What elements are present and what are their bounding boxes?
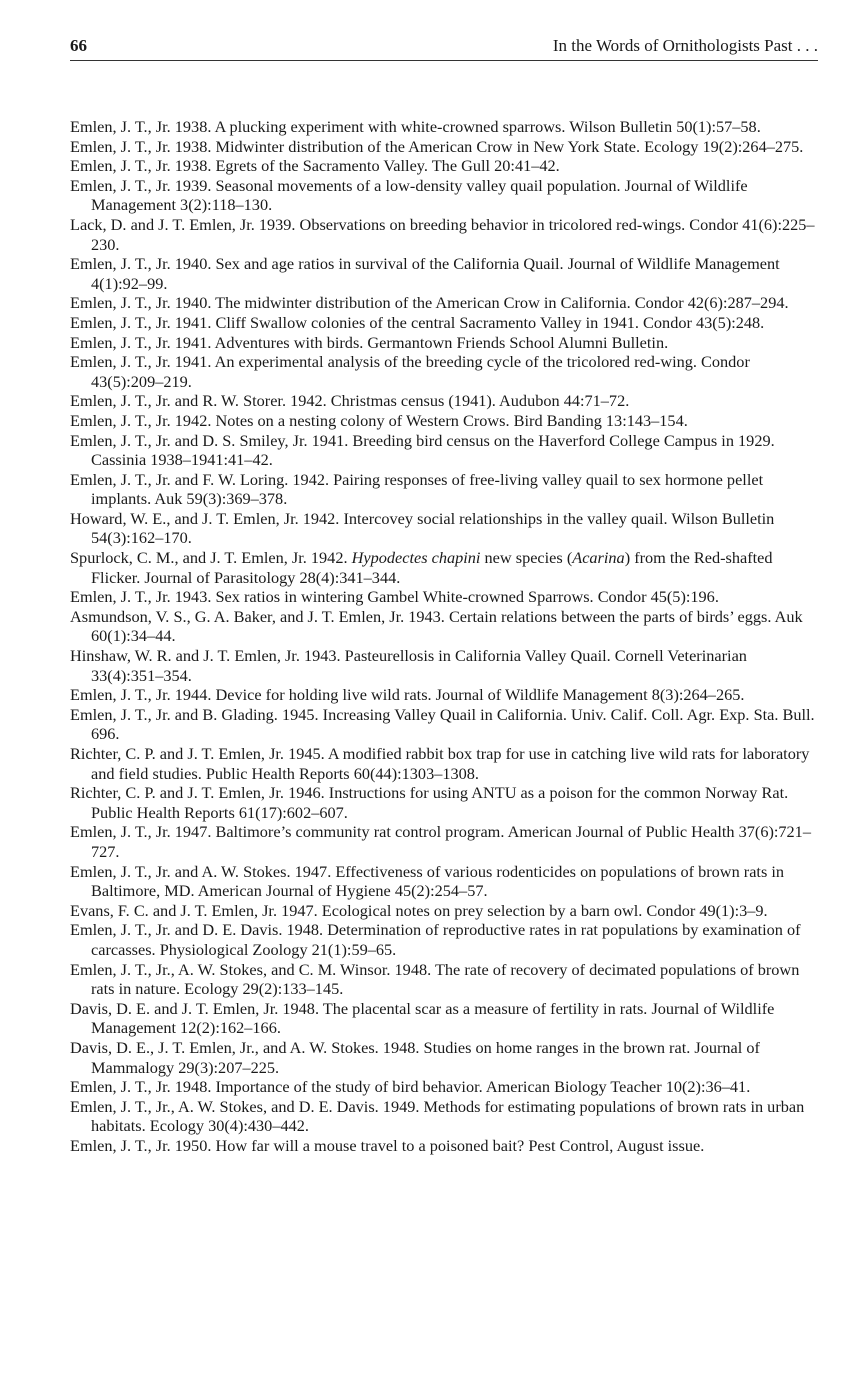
reference-entry: Emlen, J. T., Jr. 1938. Midwinter distribution of the American Crow in New York State. Ecology 19(2):264–275.: [70, 136, 804, 156]
reference-entry: Hinshaw, W. R. and J. T. Emlen, Jr. 1943. Pasteurellosis in California Valley Quail. Cornell Veterinarian 33(4):351–354.: [70, 646, 747, 685]
reference-entry: Emlen, J. T., Jr. 1938. A plucking experiment with white-crowned sparrows. Wilson Bulletin 50(1):57–58.: [70, 117, 761, 136]
reference-entry: Emlen, J. T., Jr. 1950. How far will a mouse travel to a poisoned bait? Pest Control, August issue.: [70, 1135, 705, 1155]
reference-list: [70, 117, 820, 1155]
reference-entry: [70, 548, 820, 587]
reference-entry: Emlen, J. T., Jr. 1941. An experimental analysis of the breeding cycle of the tricolored red-wing. Condor 43(5):209–219.: [70, 352, 750, 391]
reference-entry: Emlen, J. T., Jr. 1944. Device for holding live wild rats. Journal of Wildlife Management 8(3):264–265.: [70, 685, 745, 705]
running-title: In the Words of Ornithologists Past . . .: [552, 36, 818, 55]
page-number: 66: [70, 36, 87, 55]
reference-text: new species (: [480, 548, 573, 568]
reference-entry: Emlen, J. T., Jr. 1942. Notes on a nesting colony of Western Crows. Bird Banding 13:143–154.: [70, 410, 688, 430]
reference-entry: Evans, F. C. and J. T. Emlen, Jr. 1947. Ecological notes on prey selection by a barn owl. Condor 49(1):3–9.: [70, 900, 768, 920]
reference-entry: Emlen, J. T., Jr., A. W. Stokes, and C. M. Winsor. 1948. The rate of recovery of decimated populations of brown rats in nature. Ecology 29(2):133–145.: [70, 959, 800, 999]
reference-entry: Emlen, J. T., Jr. 1941. Adventures with birds. Germantown Friends School Alumni Bulletin.: [70, 332, 669, 352]
reference-entry: Emlen, J. T., Jr. 1940. The midwinter distribution of the American Crow in California. Condor 42(6):287–294.: [70, 293, 789, 313]
reference-entry: Howard, W. E., and J. T. Emlen, Jr. 1942. Intercovey social relationships in the valley quail. Wilson Bulletin 54(3):162–170.: [70, 508, 775, 548]
reference-entry: Davis, D. E. and J. T. Emlen, Jr. 1948. The placental scar as a measure of fertility in rats. Journal of Wildlife Management 12(2):162–166.: [70, 998, 775, 1038]
reference-entry: Lack, D. and J. T. Emlen, Jr. 1939. Observations on breeding behavior in tricolored red-wings. Condor 41(6):225–230.: [70, 214, 815, 254]
reference-entry: Emlen, J. T., Jr., A. W. Stokes, and D. E. Davis. 1949. Methods for estimating populations of brown rats in urban habitats. Ecology 30(4):430–442.: [70, 1096, 805, 1136]
reference-entry: Emlen, J. T., Jr. 1947. Baltimore’s community rat control program. American Journal of Public Health 37(6):721–727.: [70, 822, 811, 861]
reference-entry: Emlen, J. T., Jr. and A. W. Stokes. 1947. Effectiveness of various rodenticides on populations of brown rats in Baltimore, MD. American Journal of Hygiene 45(2):254–57.: [70, 861, 785, 901]
page-header: [70, 36, 818, 61]
reference-entry: Emlen, J. T., Jr. and R. W. Storer. 1942. Christmas census (1941). Audubon 44:71–72.: [70, 391, 630, 411]
reference-entry: Emlen, J. T., Jr. 1940. Sex and age ratios in survival of the California Quail. Journal of Wildlife Management 4(1):92–99.: [70, 254, 780, 293]
reference-text: ) from the Red-shafted Flicker. Journal of Parasitology 28(4):341–344.: [91, 548, 773, 587]
reference-entry: Emlen, J. T., Jr. 1939. Seasonal movements of a low-density valley quail population. Journal of Wildlife Management 3(2):118–130.: [70, 175, 748, 215]
reference-entry: Emlen, J. T., Jr. 1938. Egrets of the Sacramento Valley. The Gull 20:41–42.: [70, 156, 560, 176]
reference-entry: Emlen, J. T., Jr. and D. S. Smiley, Jr. 1941. Breeding bird census on the Haverford College Campus in 1929. Cassinia 1938–1941:41–42.: [70, 430, 775, 470]
reference-entry: Davis, D. E., J. T. Emlen, Jr., and A. W. Stokes. 1948. Studies on home ranges in the brown rat. Journal of Mammalogy 29(3):207–225.: [70, 1037, 760, 1077]
reference-text: Spurlock, C. M., and J. T. Emlen, Jr. 1942.: [70, 548, 352, 568]
italic-taxon-name: Hypodectes chapini: [351, 548, 481, 568]
reference-entry: Asmundson, V. S., G. A. Baker, and J. T. Emlen, Jr. 1943. Certain relations between the parts of birds’ eggs. Auk 60(1):34–44.: [70, 606, 803, 646]
reference-entry: Emlen, J. T., Jr. 1943. Sex ratios in wintering Gambel White-crowned Sparrows. Condor 45(5):196.: [70, 587, 719, 607]
reference-entry: Emlen, J. T., Jr. 1948. Importance of the study of bird behavior. American Biology Teacher 10(2):36–41.: [70, 1077, 751, 1097]
italic-taxon-name: Acarina: [572, 548, 625, 568]
reference-entry: Richter, C. P. and J. T. Emlen, Jr. 1945. A modified rabbit box trap for use in catching live wild rats for laboratory and field studies. Public Health Reports 60(44):1303–1308.: [70, 744, 810, 783]
reference-entry: Emlen, J. T., Jr. 1941. Cliff Swallow colonies of the central Sacramento Valley in 1941. Condor 43(5):248.: [70, 312, 765, 332]
reference-entry: Richter, C. P. and J. T. Emlen, Jr. 1946. Instructions for using ANTU as a poison for the common Norway Rat. Public Health Reports 61(17):602–607.: [70, 783, 789, 822]
reference-entry: Emlen, J. T., Jr. and B. Glading. 1945. Increasing Valley Quail in California. Univ. Calif. Coll. Agr. Exp. Sta. Bull. 696.: [70, 704, 815, 744]
reference-entry: Emlen, J. T., Jr. and D. E. Davis. 1948. Determination of reproductive rates in rat populations by examination of carcasses. Physiological Zoology 21(1):59–65.: [70, 920, 801, 959]
reference-entry: Emlen, J. T., Jr. and F. W. Loring. 1942. Pairing responses of free-living valley quail to sex hormone pellet implants. Auk 59(3):369–378.: [70, 469, 764, 509]
